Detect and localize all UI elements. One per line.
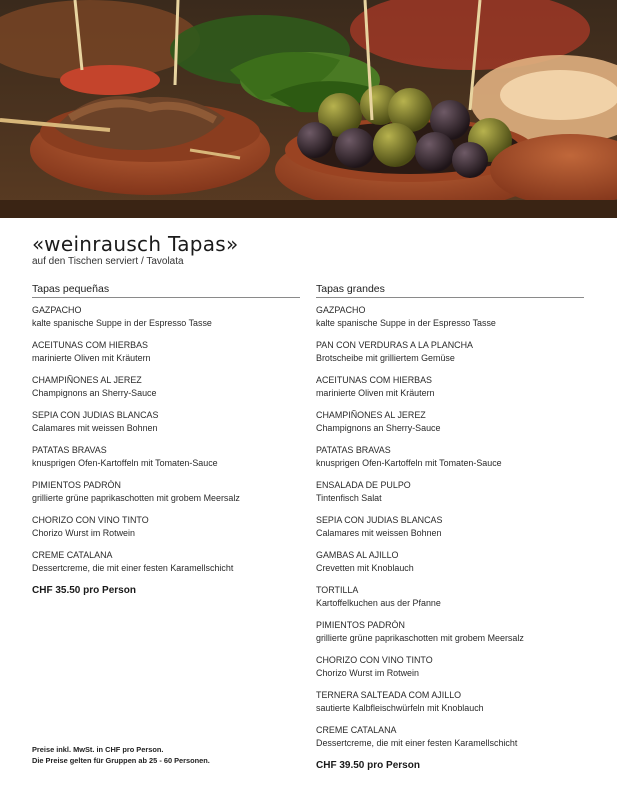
item-description: Crevetten mit Knoblauch bbox=[316, 563, 414, 574]
item-description: marinierte Oliven mit Kräutern bbox=[32, 353, 151, 364]
menu-item bbox=[316, 689, 584, 724]
item-name: CHORIZO CON VINO TINTO bbox=[32, 515, 149, 526]
item-description: Dessertcreme, die mit einer festen Karamellschicht bbox=[316, 738, 518, 749]
item-description: kalte spanische Suppe in der Espresso Tasse bbox=[32, 318, 212, 329]
item-description: Dessertcreme, die mit einer festen Karamellschicht bbox=[32, 563, 234, 574]
menu-item bbox=[32, 479, 300, 514]
menu-title: «weinrausch Tapas» bbox=[32, 232, 239, 256]
footnote-line-groups: Die Preise gelten für Gruppen ab 25 - 60 Personen. bbox=[32, 756, 210, 765]
menu-item bbox=[32, 339, 300, 374]
menu-item bbox=[316, 654, 584, 689]
item-name: ACEITUNAS COM HIERBAS bbox=[316, 375, 433, 386]
footnote-line-vat: Preise inkl. MwSt. in CHF pro Person. bbox=[32, 745, 164, 754]
item-description: Champignons an Sherry-Sauce bbox=[32, 388, 157, 399]
item-description: Calamares mit weissen Bohnen bbox=[316, 528, 442, 539]
menu-item bbox=[316, 549, 584, 584]
item-name: CHORIZO CON VINO TINTO bbox=[316, 655, 433, 666]
item-description: Tintenfisch Salat bbox=[316, 493, 382, 504]
menu-item bbox=[316, 374, 584, 409]
hero-tapas-photo bbox=[0, 0, 617, 218]
item-name: GAMBAS AL AJILLO bbox=[316, 550, 399, 561]
menu-item bbox=[316, 584, 584, 619]
item-name: ACEITUNAS COM HIERBAS bbox=[32, 340, 149, 351]
menu-item bbox=[316, 409, 584, 444]
item-description: grillierte grüne paprikaschotten mit grobem Meersalz bbox=[32, 493, 240, 504]
menu-item bbox=[32, 304, 300, 339]
item-description: Champignons an Sherry-Sauce bbox=[316, 423, 441, 434]
item-description: Kartoffelkuchen aus der Pfanne bbox=[316, 598, 441, 609]
item-name: SEPIA CON JUDIAS BLANCAS bbox=[32, 410, 159, 421]
item-description: knusprigen Ofen-Kartoffeln mit Tomaten-Sauce bbox=[316, 458, 502, 469]
item-name: ENSALADA DE PULPO bbox=[316, 480, 411, 491]
column-heading: Tapas grandes bbox=[316, 283, 584, 298]
item-description: kalte spanische Suppe in der Espresso Tasse bbox=[316, 318, 496, 329]
item-description: knusprigen Ofen-Kartoffeln mit Tomaten-Sauce bbox=[32, 458, 218, 469]
item-name: PIMIENTOS PADRÓN bbox=[32, 480, 121, 491]
price-tapas-grandes: CHF 39.50 pro Person bbox=[316, 760, 420, 771]
column-heading: Tapas pequeñas bbox=[32, 283, 300, 298]
menu-item bbox=[32, 514, 300, 549]
item-description: Calamares mit weissen Bohnen bbox=[32, 423, 158, 434]
item-name: SEPIA CON JUDIAS BLANCAS bbox=[316, 515, 443, 526]
item-name: PAN CON VERDURAS A LA PLANCHA bbox=[316, 340, 474, 351]
menu-item bbox=[316, 479, 584, 514]
menu-item bbox=[316, 444, 584, 479]
item-name: TERNERA SALTEADA COM AJILLO bbox=[316, 690, 462, 701]
item-name: CHAMPIÑONES AL JEREZ bbox=[316, 410, 426, 421]
item-name: GAZPACHO bbox=[32, 305, 82, 316]
menu-item bbox=[32, 374, 300, 409]
menu-item bbox=[316, 724, 584, 759]
menu-item bbox=[32, 549, 300, 584]
menu-item bbox=[316, 339, 584, 374]
item-description: grillierte grüne paprikaschotten mit grobem Meersalz bbox=[316, 633, 524, 644]
item-description: Chorizo Wurst im Rotwein bbox=[316, 668, 419, 679]
menu-subtitle: auf den Tischen serviert / Tavolata bbox=[32, 256, 184, 267]
item-name: CREME CATALANA bbox=[316, 725, 397, 736]
item-description: marinierte Oliven mit Kräutern bbox=[316, 388, 435, 399]
menu-item bbox=[316, 304, 584, 339]
column-tapas-grandes bbox=[316, 283, 584, 771]
item-description: Chorizo Wurst im Rotwein bbox=[32, 528, 135, 539]
item-name: PATATAS BRAVAS bbox=[316, 445, 391, 456]
price-tapas-pequenas: CHF 35.50 pro Person bbox=[32, 585, 136, 596]
item-description: Brotscheibe mit grilliertem Gemüse bbox=[316, 353, 455, 364]
menu-item bbox=[316, 514, 584, 549]
column-tapas-pequenas bbox=[32, 283, 300, 596]
item-description: sautierte Kalbfleischwürfeln mit Knoblauch bbox=[316, 703, 484, 714]
item-name: PATATAS BRAVAS bbox=[32, 445, 107, 456]
item-name: PIMIENTOS PADRÓN bbox=[316, 620, 405, 631]
item-name: TORTILLA bbox=[316, 585, 359, 596]
menu-item bbox=[32, 409, 300, 444]
item-name: GAZPACHO bbox=[316, 305, 366, 316]
item-name: CREME CATALANA bbox=[32, 550, 113, 561]
item-name: CHAMPIÑONES AL JEREZ bbox=[32, 375, 142, 386]
menu-item bbox=[32, 444, 300, 479]
menu-item bbox=[316, 619, 584, 654]
price-footnote bbox=[32, 744, 210, 766]
